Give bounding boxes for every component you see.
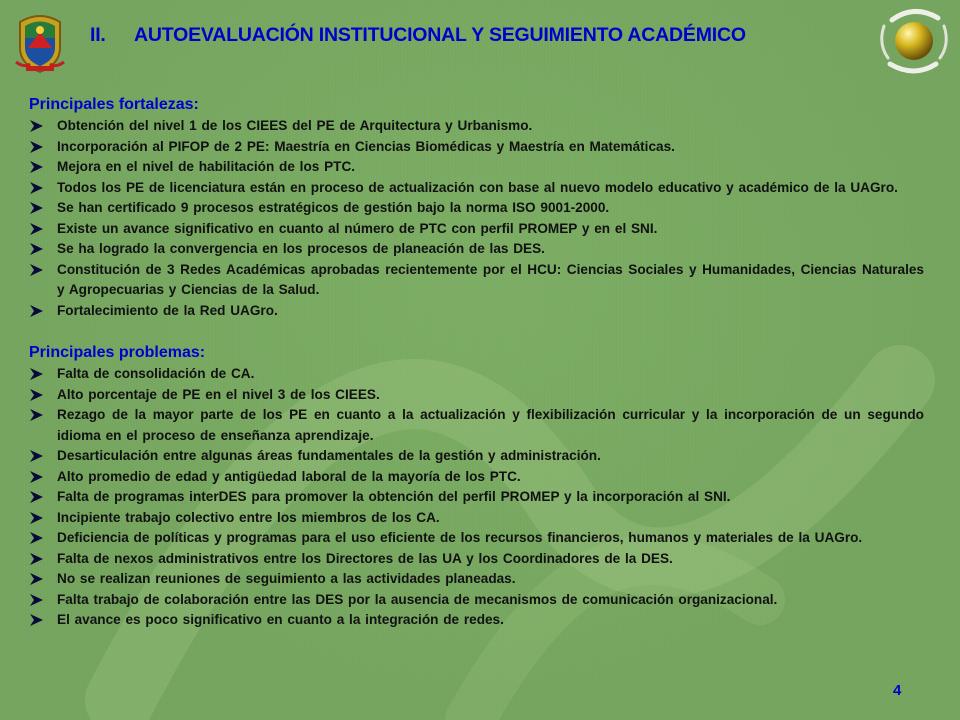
list-item	[29, 364, 924, 385]
list-item-text: Incipiente trabajo colectivo entre los miembros de los CA.	[57, 509, 440, 525]
list-item-text: Existe un avance significativo en cuanto al número de PTC con perfil PROMEP y en el SNI.	[57, 220, 658, 236]
list-item-text: Deficiencia de políticas y programas para el uso eficiente de los recursos financieros, humanos y materiales de la UAGro.	[57, 530, 863, 545]
arrowhead-bullet-icon	[30, 202, 43, 214]
arrowhead-bullet-icon	[30, 305, 43, 317]
list-item-text: El avance es poco significativo en cuanto a la integración de redes.	[57, 612, 504, 627]
list-item-text: No se realizan reuniones de seguimiento a las actividades planeadas.	[57, 571, 516, 586]
list-item-text: Constitución de 3 Redes Académicas aprobadas recientemente por el HCU: Ciencias Sociales y Humanidades, Ciencias Naturales y Agropecuarias y Ciencias de la Salud.	[57, 261, 924, 297]
arrowhead-bullet-icon	[30, 182, 43, 194]
arrowhead-bullet-icon	[30, 553, 43, 565]
list-item-text: Todos los PE de licenciatura están en proceso de actualización con base al nuevo modelo educativo y académico de la UAGro.	[57, 179, 898, 195]
list-item	[29, 467, 924, 488]
list-item	[29, 610, 924, 631]
arrowhead-bullet-icon	[30, 264, 43, 276]
list-item-text: Se han certificado 9 procesos estratégicos de gestión bajo la norma ISO 9001-2000.	[57, 200, 610, 215]
list-item-text: Alto promedio de edad y antigüedad laboral de la mayoría de los PTC.	[57, 468, 521, 484]
arrowhead-bullet-icon	[30, 223, 43, 235]
strengths-heading: Principales fortalezas:	[29, 96, 199, 113]
list-item-text: Mejora en el nivel de habilitación de los PTC.	[57, 159, 356, 174]
arrowhead-bullet-icon	[30, 614, 43, 626]
list-item	[29, 508, 924, 529]
arrowhead-bullet-icon	[30, 141, 43, 153]
arrowhead-bullet-icon	[30, 120, 43, 132]
list-item	[29, 137, 924, 158]
list-item	[29, 239, 924, 260]
list-item	[29, 590, 924, 611]
page-number: 4	[893, 682, 902, 699]
list-item-text: Alto porcentaje de PE en el nivel 3 de los CIEES.	[57, 386, 380, 402]
university-shield-icon	[14, 8, 66, 74]
list-item	[29, 405, 924, 446]
slide-header	[90, 24, 880, 47]
arrowhead-bullet-icon	[30, 491, 43, 503]
list-item-text: Obtención del nivel 1 de los CIEES del PE de Arquitectura y Urbanismo.	[57, 118, 533, 133]
gold-sphere-logo-icon	[876, 4, 952, 78]
problems-heading: Principales problemas:	[29, 344, 206, 361]
list-item-text: Fortalecimiento de la Red UAGro.	[57, 302, 278, 318]
slide-content	[29, 95, 924, 631]
list-item-text: Rezago de la mayor parte de los PE en cuanto a la actualización y flexibilización curricular y la incorporación de un segundo idioma en el proceso de enseñanza aprendizaje.	[57, 407, 924, 443]
list-item	[29, 219, 924, 240]
list-item	[29, 549, 924, 570]
list-item	[29, 157, 924, 178]
section-number: II.	[90, 24, 106, 46]
list-item	[29, 198, 924, 219]
list-item	[29, 569, 924, 590]
strengths-list	[29, 116, 924, 321]
list-item	[29, 260, 924, 301]
list-item	[29, 487, 924, 508]
list-item-text: Falta de consolidación de CA.	[57, 366, 255, 381]
list-item-text: Falta de programas interDES para promover la obtención del perfil PROMEP y la incorporación al SNI.	[57, 489, 731, 504]
list-item	[29, 178, 924, 199]
arrowhead-bullet-icon	[30, 573, 43, 585]
arrowhead-bullet-icon	[30, 512, 43, 524]
arrowhead-bullet-icon	[30, 450, 43, 462]
list-item-text: Incorporación al PIFOP de 2 PE: Maestría en Ciencias Biomédicas y Maestría en Matemáticas.	[57, 138, 675, 154]
list-item	[29, 116, 924, 137]
arrowhead-bullet-icon	[30, 389, 43, 401]
arrowhead-bullet-icon	[30, 594, 43, 606]
list-item	[29, 446, 924, 467]
list-item	[29, 301, 924, 322]
list-item-text: Desarticulación entre algunas áreas fundamentales de la gestión y administración.	[57, 448, 601, 463]
arrowhead-bullet-icon	[30, 161, 43, 173]
arrowhead-bullet-icon	[30, 471, 43, 483]
list-item-text: Se ha logrado la convergencia en los procesos de planeación de las DES.	[57, 241, 545, 256]
problems-list	[29, 364, 924, 631]
arrowhead-bullet-icon	[30, 243, 43, 255]
list-item	[29, 385, 924, 406]
list-item-text: Falta trabajo de colaboración entre las DES por la ausencia de mecanismos de comunicación organizacional.	[57, 591, 778, 607]
list-item-text: Falta de nexos administrativos entre los Directores de las UA y los Coordinadores de la DES.	[57, 550, 673, 566]
arrowhead-bullet-icon	[30, 368, 43, 380]
arrowhead-bullet-icon	[30, 409, 43, 421]
arrowhead-bullet-icon	[30, 532, 43, 544]
slide-title: AUTOEVALUACIÓN INSTITUCIONAL Y SEGUIMIENTO ACADÉMICO	[134, 24, 746, 46]
list-item	[29, 528, 924, 549]
